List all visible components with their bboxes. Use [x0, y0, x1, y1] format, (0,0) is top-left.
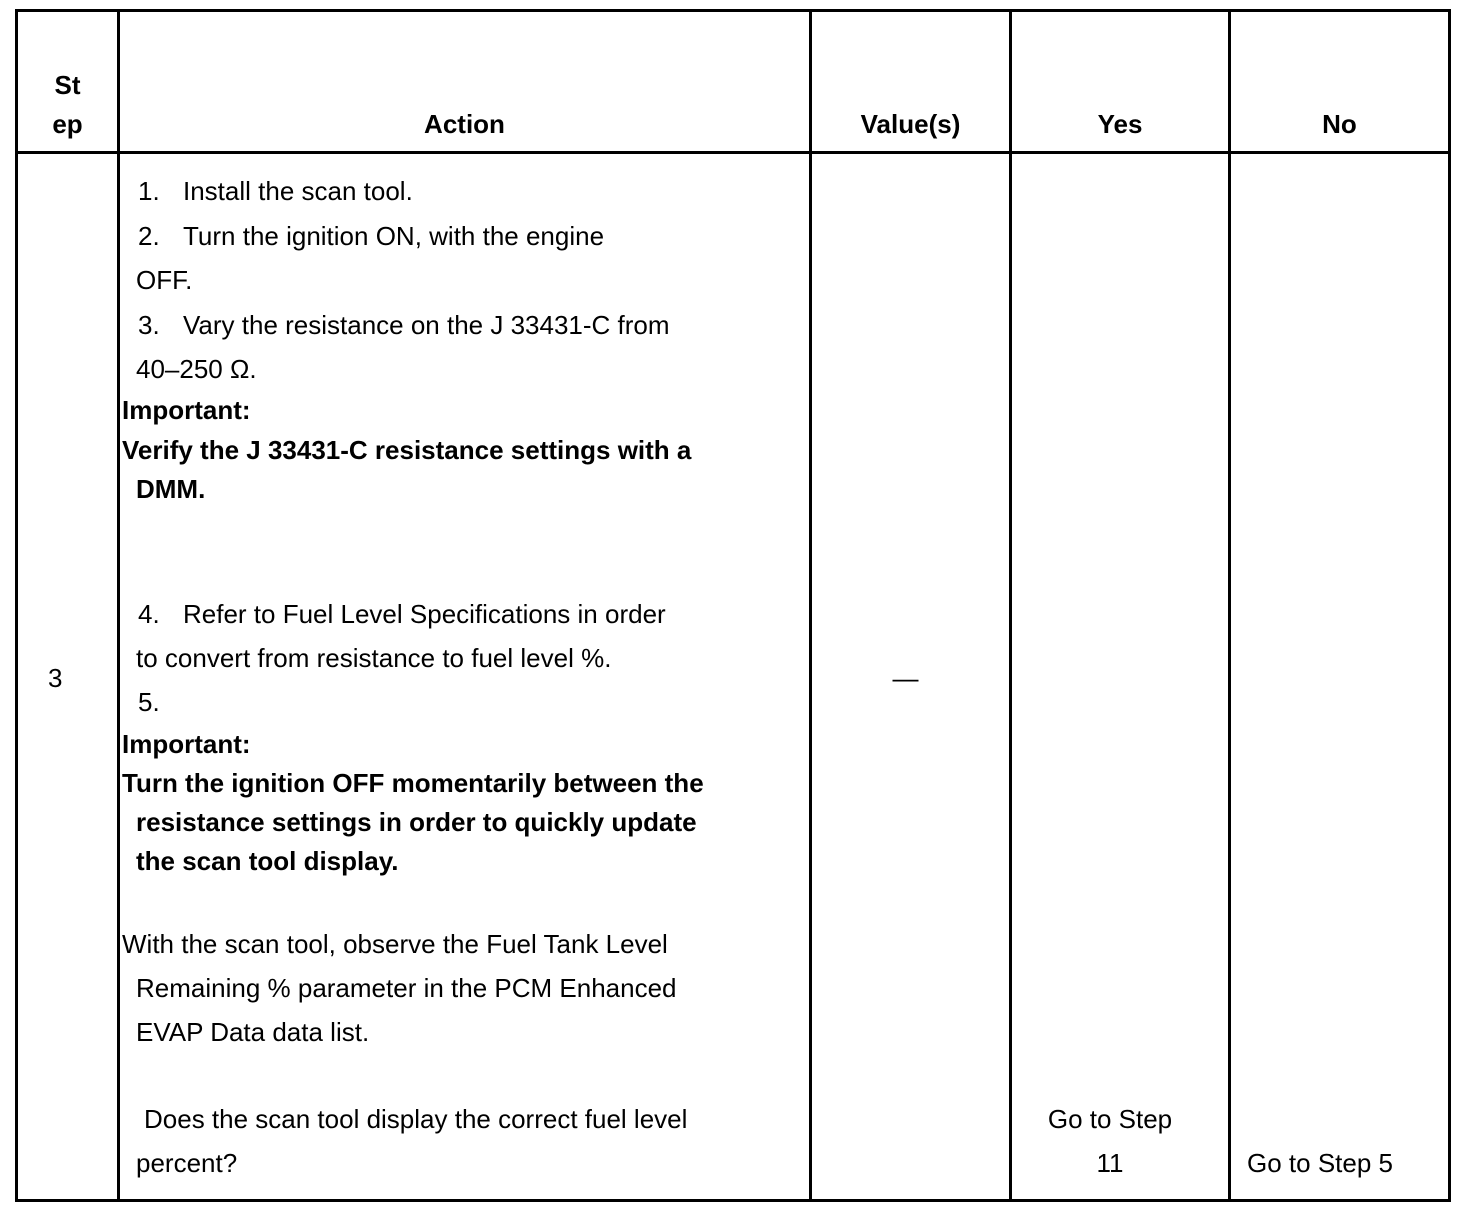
border-right — [1448, 9, 1451, 1202]
border-left — [15, 9, 18, 1202]
important2-line3: the scan tool display. — [136, 846, 399, 876]
action-item2-num: 2. — [138, 221, 160, 251]
action-item1-num: 1. — [138, 176, 160, 206]
header-yes: Yes — [1097, 109, 1143, 139]
header-values: Value(s) — [860, 109, 961, 139]
action-item2-text-line1: Turn the ignition ON, with the engine — [183, 221, 605, 251]
border-value-yes — [1009, 9, 1012, 1202]
border-step-action — [117, 9, 120, 1202]
action-item5-num: 5. — [138, 687, 160, 717]
observe-line1: With the scan tool, observe the Fuel Tank Level — [122, 929, 668, 959]
important1-line1: Verify the J 33431-C resistance settings with a — [122, 435, 692, 465]
action-item4-text-line2: to convert from resistance to fuel level %. — [136, 643, 612, 673]
header-no: No — [1322, 109, 1357, 139]
header-action: Action — [424, 109, 505, 139]
important2-line2: resistance settings in order to quickly update — [136, 807, 697, 837]
action-item3-text-line1: Vary the resistance on the J 33431-C from — [183, 310, 670, 340]
action-item3-num: 3. — [138, 310, 160, 340]
action-item2-text-line2: OFF. — [136, 265, 193, 295]
question-line2: percent? — [136, 1148, 238, 1178]
important2-line1: Turn the ignition OFF momentarily between the — [122, 768, 704, 798]
observe-line2: Remaining % parameter in the PCM Enhanced — [136, 973, 677, 1003]
border-yes-no — [1228, 9, 1231, 1202]
header-step-line2: ep — [52, 109, 83, 139]
action-item4-text-line1: Refer to Fuel Level Specifications in order — [183, 599, 666, 629]
value-dash: — — [892, 663, 919, 693]
border-action-value — [809, 9, 812, 1202]
action-item4-num: 4. — [138, 599, 160, 629]
observe-line3: EVAP Data data list. — [136, 1017, 370, 1047]
action-item1-text: Install the scan tool. — [183, 176, 413, 206]
important1-line2: DMM. — [136, 474, 206, 504]
important2-label: Important: — [122, 729, 251, 759]
action-item3-text-line2: 40–250 Ω. — [136, 354, 257, 384]
header-step-line1: St — [54, 70, 81, 100]
yes-line1: Go to Step — [1047, 1104, 1173, 1134]
no-text: Go to Step 5 — [1247, 1148, 1393, 1178]
border-bottom — [15, 1199, 1451, 1202]
border-top — [15, 9, 1451, 12]
important1-label: Important: — [122, 395, 251, 425]
question-line1: Does the scan tool display the correct fuel level — [144, 1104, 688, 1134]
border-header-bottom — [15, 151, 1451, 154]
yes-line2: 11 — [1096, 1148, 1124, 1178]
step-number: 3 — [48, 663, 63, 693]
